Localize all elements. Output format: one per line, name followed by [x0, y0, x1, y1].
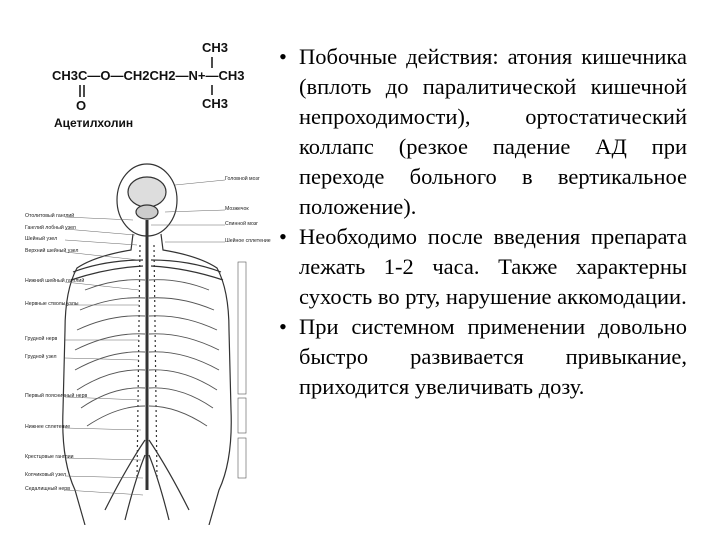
brachial-plexus-left — [71, 260, 143, 280]
diagram-label-left: Верхний шейный узел — [25, 248, 79, 254]
bullet-list — [275, 42, 687, 402]
diagram-label-right: Мозжечок — [225, 206, 249, 212]
diagram-label-right: Спинной мозг — [225, 221, 259, 227]
nervous-system-diagram — [25, 160, 275, 525]
bullet-text: Побочные действия: атония кишечника (вплоть до паралитической кишечной непроходимости), ортостатический коллапс (резкое падение АД при переходе больного в вертикальное положение). — [299, 44, 687, 219]
sympathetic-chain-right — [154, 245, 157, 480]
formula-oxygen: O — [76, 98, 87, 113]
diagram-label-right: Головной мозг — [225, 176, 260, 182]
diagram-label-left: Нервные стволы узлы — [25, 301, 79, 307]
brachial-plexus-right — [151, 260, 223, 280]
formula-bottom-methyl: CH3 — [202, 96, 229, 111]
diagram-label-left: Первый поясничный нерв — [25, 393, 88, 399]
diagram-label-left: Ганглий лобный узел — [25, 225, 76, 231]
diagram-label-left: Нижний шейный ганглий — [25, 278, 85, 284]
cerebellum — [136, 205, 158, 219]
formula-label: Ацетилхолин — [54, 116, 134, 130]
brain — [128, 177, 166, 207]
diagram-label-left: Седалищный нерв — [25, 486, 70, 492]
sympathetic-chain-left — [137, 245, 140, 480]
diagram-label-left: Грудной нерв — [25, 336, 58, 342]
bullet-marker: • — [279, 44, 287, 69]
bullet-marker: • — [279, 314, 287, 339]
formula-main-chain: CH3C—O—CH2CH2—N+—CH3 — [52, 68, 245, 83]
left-labels — [25, 212, 87, 492]
bullet-text: Необходимо после введения препарата лежать 1-2 часа. Также характерны сухость во рту, нарушение аккомодации. — [299, 224, 687, 309]
diagram-label-left: Шейный узел — [25, 236, 58, 242]
bullet-item-lie-down — [275, 222, 687, 312]
formula-top-methyl: CH3 — [202, 40, 229, 55]
diagram-label-right: Шейное сплетение — [225, 238, 271, 244]
label-leaders — [65, 180, 225, 495]
right-labels — [225, 175, 271, 244]
bullet-item-tolerance — [275, 312, 687, 402]
diagram-label-left: Нижнее сплетение — [25, 424, 71, 430]
diagram-label-left: Грудной узел — [25, 354, 57, 360]
diagram-label-left: Отолитовый ганглий — [25, 213, 75, 219]
acetylcholine-formula — [40, 35, 280, 135]
diagram-label-left: Крестцовые ганглии — [25, 454, 74, 460]
bullet-item-side-effects — [275, 42, 687, 222]
diagram-label-left: Копчиковый узел — [25, 472, 67, 478]
bullet-text: При системном применении довольно быстро развивается привыкание, приходится увеличивать дозу. — [299, 314, 687, 399]
bullet-marker: • — [279, 224, 287, 249]
section-brackets — [238, 262, 246, 478]
